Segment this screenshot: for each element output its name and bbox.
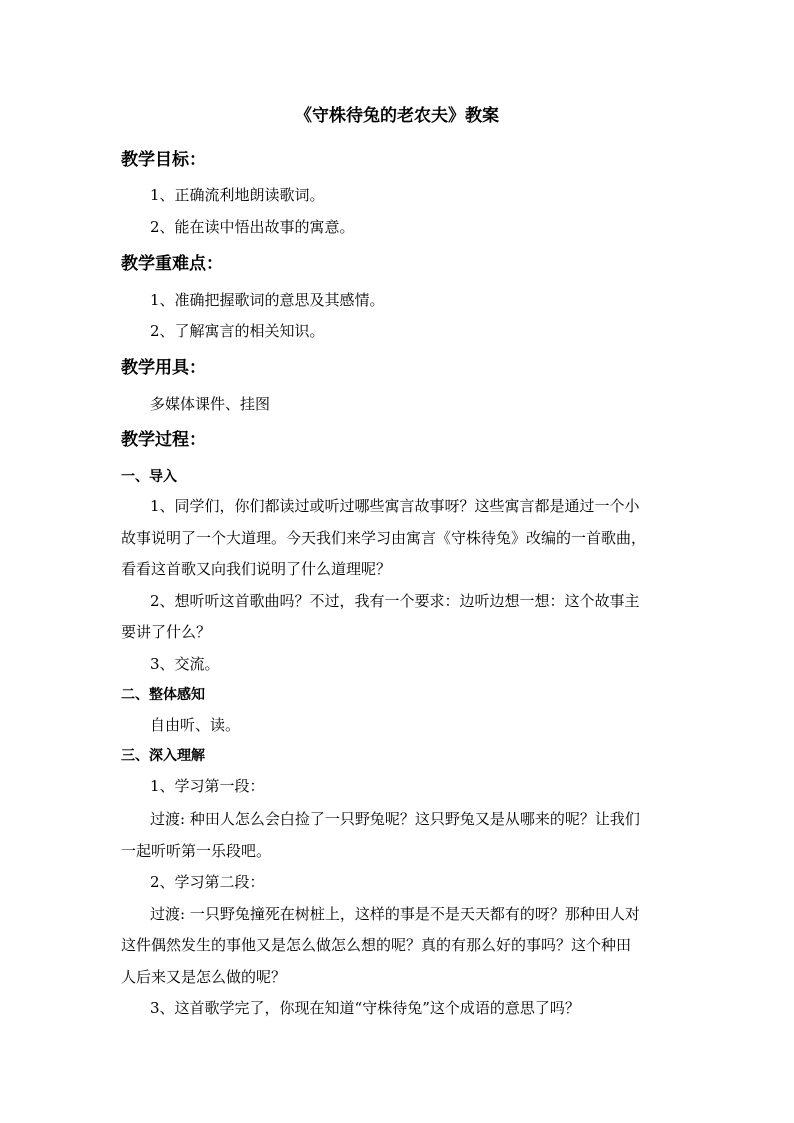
overall-perception-text: 自由听、读。 bbox=[150, 716, 241, 734]
key-point-item-1: 1、准确把握歌词的意思及其感情。 bbox=[150, 291, 385, 309]
intro-paragraph-1-line-3: 看看这首歌又向我们说明了什么道理呢？ bbox=[121, 560, 392, 578]
deep-step-2-transition-line-2: 这件偶然发生的事他又是怎么做怎么想的呢？真的有那么好的事吗？这个种田 bbox=[121, 936, 632, 954]
document-title: 《守株待兔的老农夫》教案 bbox=[295, 106, 499, 126]
deep-step-1-transition-line-2: 一起听听第一乐段吧。 bbox=[121, 842, 272, 860]
subheading-overall-perception: 二、整体感知 bbox=[121, 687, 205, 703]
deep-step-2-transition-line-1: 过渡: 一只野兔撞死在树桩上，这样的事是不是天天都有的呀？那种田人对 bbox=[150, 905, 640, 923]
goal-item-1: 1、正确流利地朗读歌词。 bbox=[150, 186, 325, 204]
teaching-tools-text: 多媒体课件、挂图 bbox=[150, 395, 271, 413]
heading-key-points: 教学重难点： bbox=[121, 254, 223, 274]
heading-teaching-tools: 教学用具： bbox=[121, 358, 206, 378]
deep-step-2-transition-line-3: 人后来又是怎么做的呢？ bbox=[121, 968, 287, 986]
subheading-deep-understanding: 三、深入理解 bbox=[121, 748, 205, 764]
heading-teaching-goals: 教学目标： bbox=[121, 150, 206, 170]
deep-step-1: 1、学习第一段： bbox=[150, 777, 265, 795]
intro-paragraph-1-line-2: 故事说明了一个大道理。今天我们来学习由寓言《守株待兔》改编的一首歌曲， bbox=[121, 529, 647, 547]
intro-paragraph-2-line-2: 要讲了什么？ bbox=[121, 623, 212, 641]
intro-paragraph-1-line-1: 1、同学们，你们都读过或听过哪些寓言故事呀？这些寓言都是通过一个小 bbox=[150, 497, 640, 515]
intro-paragraph-2-line-1: 2、想听听这首歌曲吗？不过，我有一个要求：边听边想一想：这个故事主 bbox=[150, 592, 640, 610]
deep-step-3: 3、这首歌学完了，你现在知道“守株待兔”这个成语的意思了吗？ bbox=[150, 999, 580, 1017]
subheading-intro: 一、导入 bbox=[121, 469, 177, 485]
heading-teaching-process: 教学过程： bbox=[121, 430, 206, 450]
key-point-item-2: 2、了解寓言的相关知识。 bbox=[150, 322, 325, 340]
goal-item-2: 2、能在读中悟出故事的寓意。 bbox=[150, 218, 355, 236]
deep-step-2: 2、学习第二段： bbox=[150, 873, 265, 891]
deep-step-1-transition-line-1: 过渡: 种田人怎么会白捡了一只野兔呢？这只野兔又是从哪来的呢？让我们 bbox=[150, 810, 640, 828]
intro-paragraph-3: 3、交流。 bbox=[150, 655, 220, 673]
